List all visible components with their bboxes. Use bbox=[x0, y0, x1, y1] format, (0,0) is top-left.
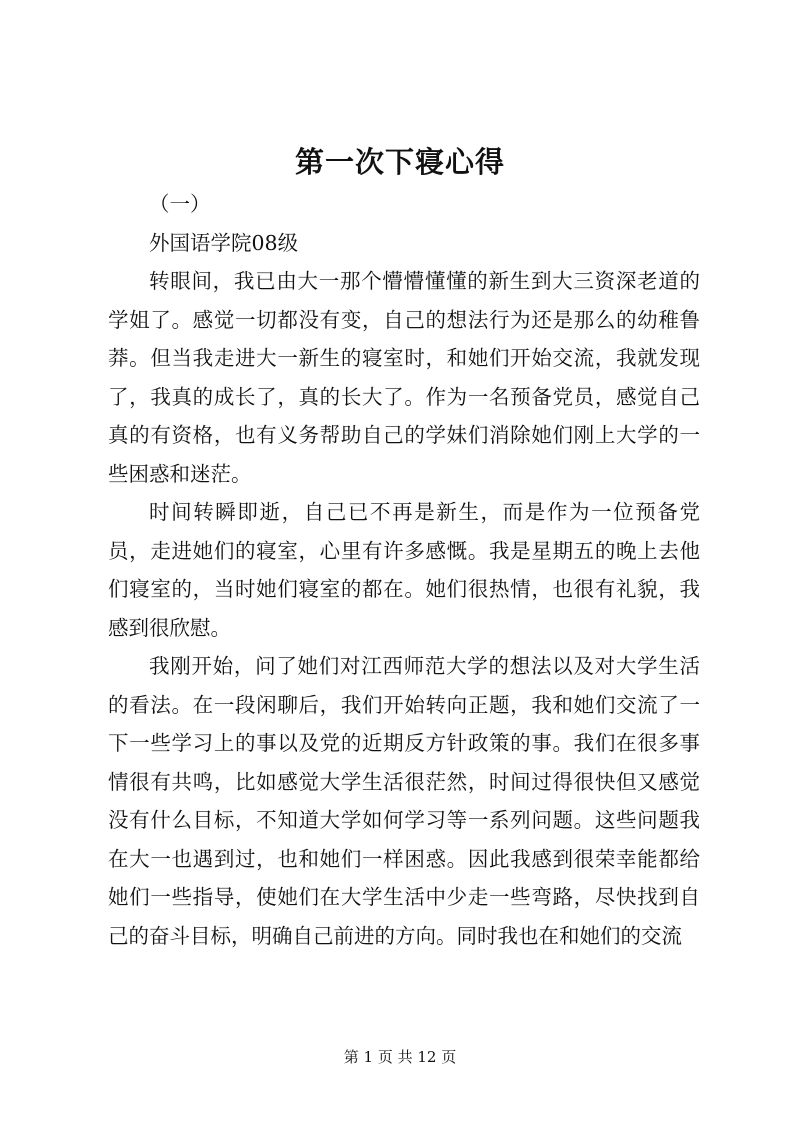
paragraph-3: 我刚开始，问了她们对江西师范大学的想法以及对大学生活的看法。在一段闲聊后，我们开始转向正题，我和她们交流了一下一些学习上的事以及党的近期反方针政策的事。我们在很多事情很有共鸣，比如感觉大学生活很茫然，时间过得很快但又感觉没有什么目标，不知道大学如何学习等一系列问题。这些问题我在大一也遇到过，也和她们一样困惑。因此我感到很荣幸能都给她们一些指导，使她们在大学生活中少走一些弯路，尽快找到自己的奋斗目标，明确自己前进的方向。同时我也在和她们的交流 bbox=[108, 654, 700, 948]
page-footer: 第 1 页 共 12 页 bbox=[343, 1048, 457, 1066]
document-body bbox=[108, 185, 700, 955]
paragraph-1: 转眼间，我已由大一那个懵懵懂懂的新生到大三资深老道的学姐了。感觉一切都没有变，自己的想法行为还是那么的幼稚鲁莽。但当我走进大一新生的寝室时，和她们开始交流，我就发现了，我真的成长了，真的长大了。作为一名预备党员，感觉自己真的有资格，也有义务帮助自己的学妹们消除她们刚上大学的一些困惑和迷茫。 bbox=[108, 269, 700, 486]
page-title: 第一次下寝心得 bbox=[294, 145, 505, 179]
paragraph-2: 时间转瞬即逝，自己已不再是新生，而是作为一位预备党员，走进她们的寝室，心里有许多感慨。我是星期五的晚上去他们寝室的，当时她们寝室的都在。她们很热情，也很有礼貌，我感到很欣慰。 bbox=[108, 500, 700, 640]
subtitle: （一） bbox=[149, 192, 211, 216]
author-line: 外国语学院08级 bbox=[149, 230, 299, 255]
